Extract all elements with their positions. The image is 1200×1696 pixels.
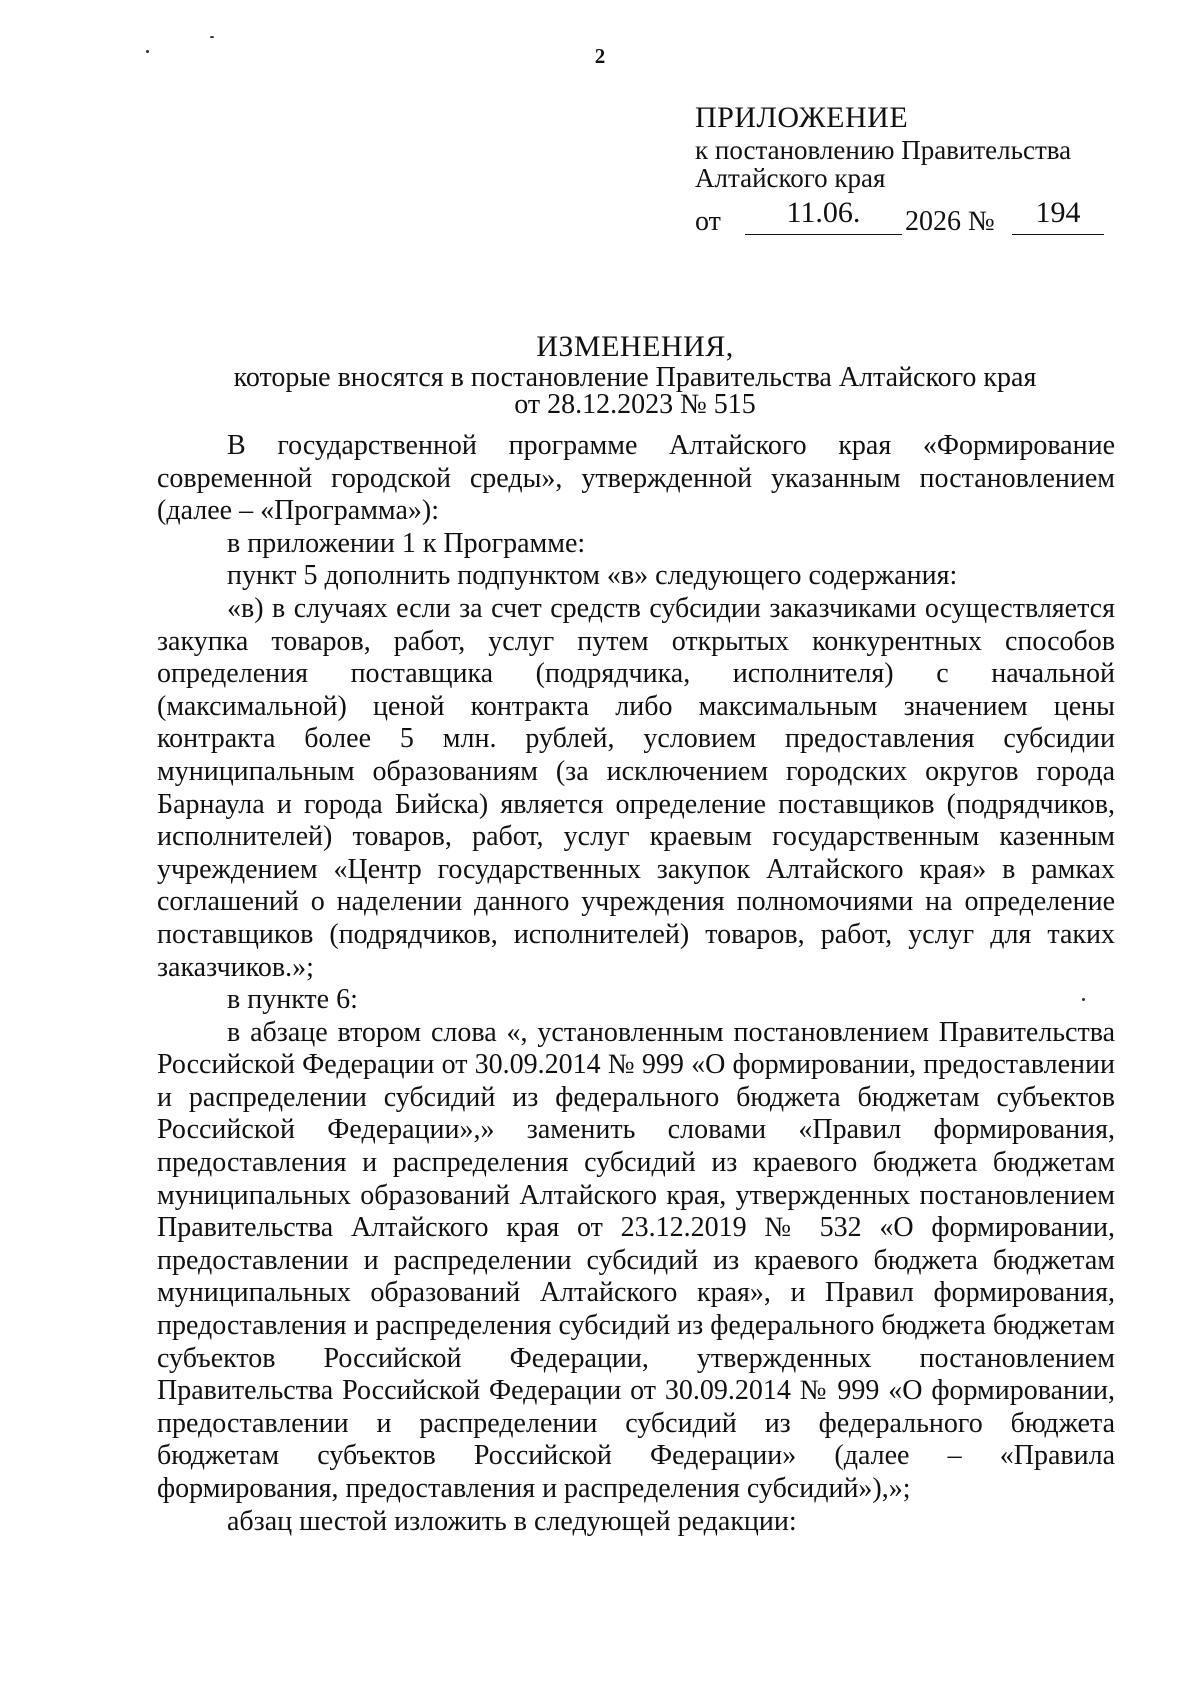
- from-label: от: [695, 206, 721, 237]
- document-heading: [100, 330, 1170, 418]
- paragraph: в абзаце втором слова «, установленным постановлением Правительства Российской Федерации от 30.09.2014 № 999 «О формировании, предоставлении и распределении субсидий из федерального бюджета бюджетам субъектов Российской Федерации»,» заменить словами «Правил формирования, предоставления и распределения субсидий из краевого бюджета бюджетам муниципальных образований Алтайского края, утвержденных постановлением Правительства Алтайского края от 23.12.2019 № 532 «О формировании, предоставлении и распределении субсидий из краевого бюджета бюджетам муниципальных образований Алтайского края», и Правил формирования, предоставления и распределения субсидий из федерального бюджета бюджетам субъектов Российской Федерации, утвержденных постановлением Правительства Российской Федерации от 30.09.2014 № 999 «О формировании, предоставлении и распределении субсидий из федерального бюджета бюджетам субъектов Российской Федерации» (далее – «Правила формирования, предоставления и распределения субсидий»),»;: [157, 1016, 1115, 1504]
- paragraph: в пункте 6:: [227, 984, 358, 1016]
- paragraph: пункт 5 дополнить подпунктом «в» следующего содержания:: [227, 560, 958, 592]
- appendix-date-line: [695, 198, 1115, 238]
- paragraph: «в) в случаях если за счет средств субсидии заказчиками осуществляется закупка товаров, работ, услуг путем открытых конкурентных способов определения поставщика (подрядчика, исполнителя) с начальной (максимальной) ценой контракта либо максимальным значением цены контракта более 5 млн. рублей, условием предоставления субсидии муниципальным образованиям (за исключением городских округов города Барнаула и города Бийска) является определение поставщиков (подрядчиков, исполнителей) товаров, работ, услуг краевым государственным казенным учреждением «Центр государственных закупок Алтайского края» в рамках соглашений о наделении данного учреждения полномочиями на определение поставщиков (подрядчиков, исполнителей) товаров, работ, услуг для таких заказчиков.»;: [157, 592, 1115, 983]
- heading-line: которые вносятся в постановление Правительства Алтайского края: [233, 362, 1037, 393]
- page-number: 2: [594, 44, 606, 68]
- heading-title: ИЗМЕНЕНИЯ,: [536, 330, 734, 363]
- appendix-block: [695, 100, 1115, 238]
- appendix-line: к постановлению Правительства: [695, 135, 1072, 165]
- appendix-number: 194: [1012, 198, 1104, 235]
- appendix-title: ПРИЛОЖЕНИЕ: [695, 101, 909, 134]
- paragraph: в приложении 1 к Программе:: [227, 527, 586, 559]
- appendix-line: Алтайского края: [695, 163, 886, 193]
- paragraph: абзац шестой изложить в следующей редакции:: [227, 1505, 797, 1537]
- scan-speck: [210, 36, 214, 38]
- appendix-date: 11.06.: [745, 198, 902, 235]
- appendix-year-number-label: 2026 №: [905, 206, 995, 237]
- document-body: [157, 430, 1115, 1538]
- heading-line: от 28.12.2023 № 515: [514, 389, 756, 420]
- paragraph: В государственной программе Алтайского края «Формирование современной городской среды», утвержденной указанным постановлением (далее – «Программа»):: [157, 430, 1115, 527]
